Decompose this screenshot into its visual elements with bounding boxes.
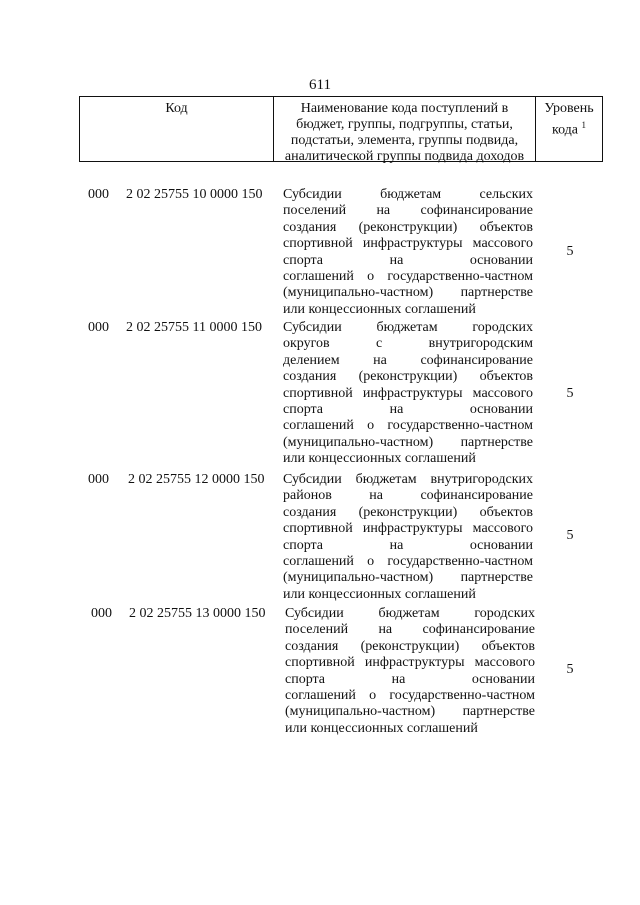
desc-line: соглашений о государственно-частном: [283, 553, 533, 569]
desc-line: поселений на софинансирование: [285, 622, 535, 638]
desc-line: Субсидии бюджетам городских: [283, 320, 533, 335]
desc-line: Субсидии бюджетам городских: [285, 606, 535, 621]
row-code: 2 02 25755 13 0000 150: [129, 606, 266, 621]
row-level: 5: [566, 528, 574, 543]
desc-line: делением на софинансирование: [283, 352, 533, 368]
table-header: [79, 96, 603, 162]
desc-line: соглашений о государственно-частном: [283, 268, 533, 284]
header-code: Код: [80, 97, 274, 161]
row-level: 5: [566, 244, 574, 259]
desc-line: соглашений о государственно-частном: [283, 418, 533, 434]
header-name-line: подстатьи, элемента, группы подвида,: [290, 133, 519, 148]
header-level-line: Уровень: [544, 101, 594, 116]
row-prefix: 000: [88, 472, 109, 487]
page-number: 611: [309, 77, 331, 93]
header-name: [274, 97, 536, 164]
row-description: [283, 472, 533, 603]
desc-line: округов с внутригородским: [283, 336, 533, 352]
row-level: 5: [566, 662, 574, 677]
row-code: 2 02 25755 10 0000 150: [126, 187, 263, 202]
desc-line: создания (реконструкции) объектов: [283, 219, 533, 235]
row-prefix: 000: [91, 606, 112, 621]
desc-line: спортивной инфраструктуры массового: [283, 236, 533, 252]
desc-line: создания (реконструкции) объектов: [283, 504, 533, 520]
header-level-footnote: 1: [581, 120, 587, 130]
desc-line: или концессионных соглашений: [283, 451, 476, 467]
desc-line: (муниципально-частном) партнерстве: [283, 434, 533, 450]
desc-line: или концессионных соглашений: [283, 301, 476, 317]
desc-line: или концессионных соглашений: [285, 720, 478, 736]
row-prefix: 000: [88, 320, 109, 335]
desc-line: спорта на основании: [283, 401, 533, 417]
header-level: [536, 97, 602, 161]
desc-line: создания (реконструкции) объектов: [283, 369, 533, 385]
row-code: 2 02 25755 11 0000 150: [126, 320, 262, 335]
desc-line: районов на софинансирование: [283, 488, 533, 504]
desc-line: спортивной инфраструктуры массового: [283, 521, 533, 537]
header-name-line: аналитической группы подвида доходов: [284, 149, 525, 164]
header-name-line: бюджет, группы, подгруппы, статьи,: [296, 117, 513, 132]
desc-line: спорта на основании: [283, 252, 533, 268]
row-level: 5: [566, 386, 574, 401]
desc-line: спорта на основании: [283, 537, 533, 553]
desc-line: соглашений о государственно-частном: [285, 687, 535, 703]
desc-line: создания (реконструкции) объектов: [285, 638, 535, 654]
desc-line: (муниципально-частном) партнерстве: [283, 285, 533, 301]
desc-line: спортивной инфраструктуры массового: [285, 655, 535, 671]
header-name-line: Наименование кода поступлений в: [300, 101, 509, 116]
desc-line: (муниципально-частном) партнерстве: [285, 704, 535, 720]
row-code: 2 02 25755 12 0000 150: [128, 472, 265, 487]
desc-line: спорта на основании: [285, 671, 535, 687]
row-description: [285, 606, 535, 737]
row-description: [283, 187, 533, 318]
desc-line: Субсидии бюджетам сельских: [283, 187, 533, 202]
header-level-word: кода: [551, 122, 579, 138]
desc-line: Субсидии бюджетам внутригородских: [283, 472, 533, 487]
desc-line: спортивной инфраструктуры массового: [283, 385, 533, 401]
desc-line: (муниципально-частном) партнерстве: [283, 570, 533, 586]
header-level-line: [536, 117, 602, 139]
desc-line: поселений на софинансирование: [283, 203, 533, 219]
row-prefix: 000: [88, 187, 109, 202]
row-description: [283, 320, 533, 468]
desc-line: или концессионных соглашений: [283, 586, 476, 602]
